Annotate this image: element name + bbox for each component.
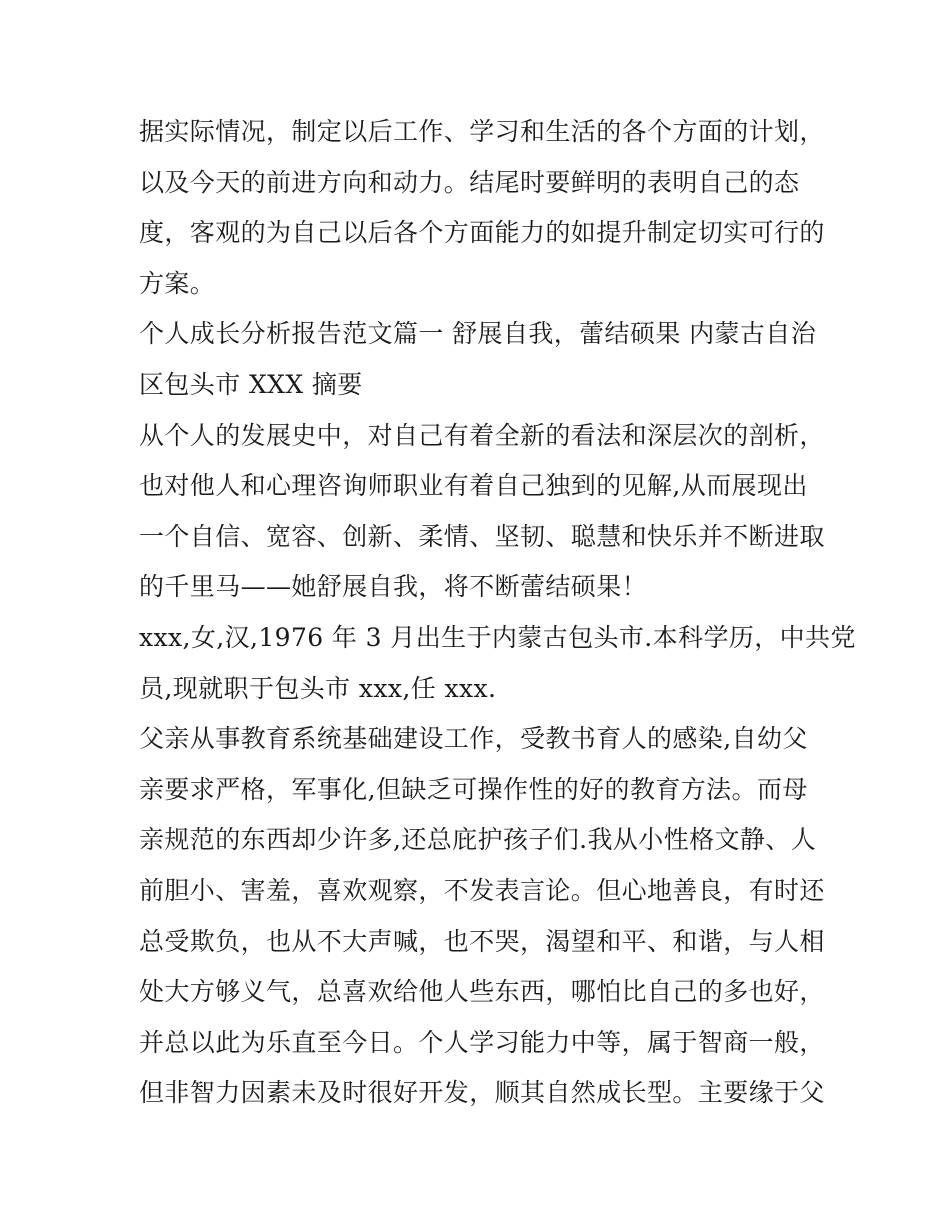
- text-line: xxx,女,汉,1976 年 3 月出生于内蒙古包头市.本科学历，中共党: [139, 622, 856, 652]
- text-line: 并总以此为乐直至今日。个人学习能力中等，属于智商一般，: [139, 1027, 825, 1057]
- text-line: 前胆小、害羞，喜欢观察，不发表言论。但心地善良，有时还: [139, 875, 825, 905]
- text-line: 但非智力因素未及时很好开发，顺其自然成长型。主要缘于父: [139, 1078, 825, 1108]
- text-line: 也对他人和心理咨询师职业有着自己独到的见解,从而展现出: [139, 471, 808, 501]
- text-line: 以及今天的前进方向和动力。结尾时要鲜明的表明自己的态: [139, 167, 800, 197]
- text-line: 据实际情况，制定以后工作、学习和生活的各个方面的计划，: [139, 117, 825, 146]
- document-body: [139, 107, 856, 1119]
- text-line: 一个自信、宽容、创新、柔情、坚韧、聪慧和快乐并不断进取: [139, 521, 825, 551]
- text-line: 从个人的发展史中，对自己有着全新的看法和深层次的剖析，: [139, 420, 825, 450]
- text-line: 父亲从事教育系统基础建设工作，受教书育人的感染,自幼父: [139, 724, 808, 754]
- text-line: 亲要求严格，军事化,但缺乏可操作性的好的教育方法。而母: [139, 774, 808, 804]
- text-line: 的千里马——她舒展自我，将不断蕾结硕果！: [139, 572, 648, 602]
- text-line: 亲规范的东西却少许多,还总庇护孩子们.我从小性格文静、人: [139, 825, 817, 855]
- section-heading-line: 区包头市 XXX 摘要: [139, 369, 363, 399]
- text-line: 员,现就职于包头市 xxx,任 xxx.: [139, 673, 497, 703]
- section-heading-line: 个人成长分析报告范文篇一 舒展自我，蕾结硕果 内蒙古自治: [139, 319, 817, 349]
- text-line: 总受欺负，也从不大声喊，也不哭，渴望和平、和谐，与人相: [139, 926, 825, 956]
- text-line: 方案。: [139, 268, 216, 298]
- text-line: 度，客观的为自己以后各个方面能力的如提升制定切实可行的: [139, 218, 825, 248]
- text-line: 处大方够义气，总喜欢给他人些东西，哪怕比自己的多也好，: [139, 977, 825, 1007]
